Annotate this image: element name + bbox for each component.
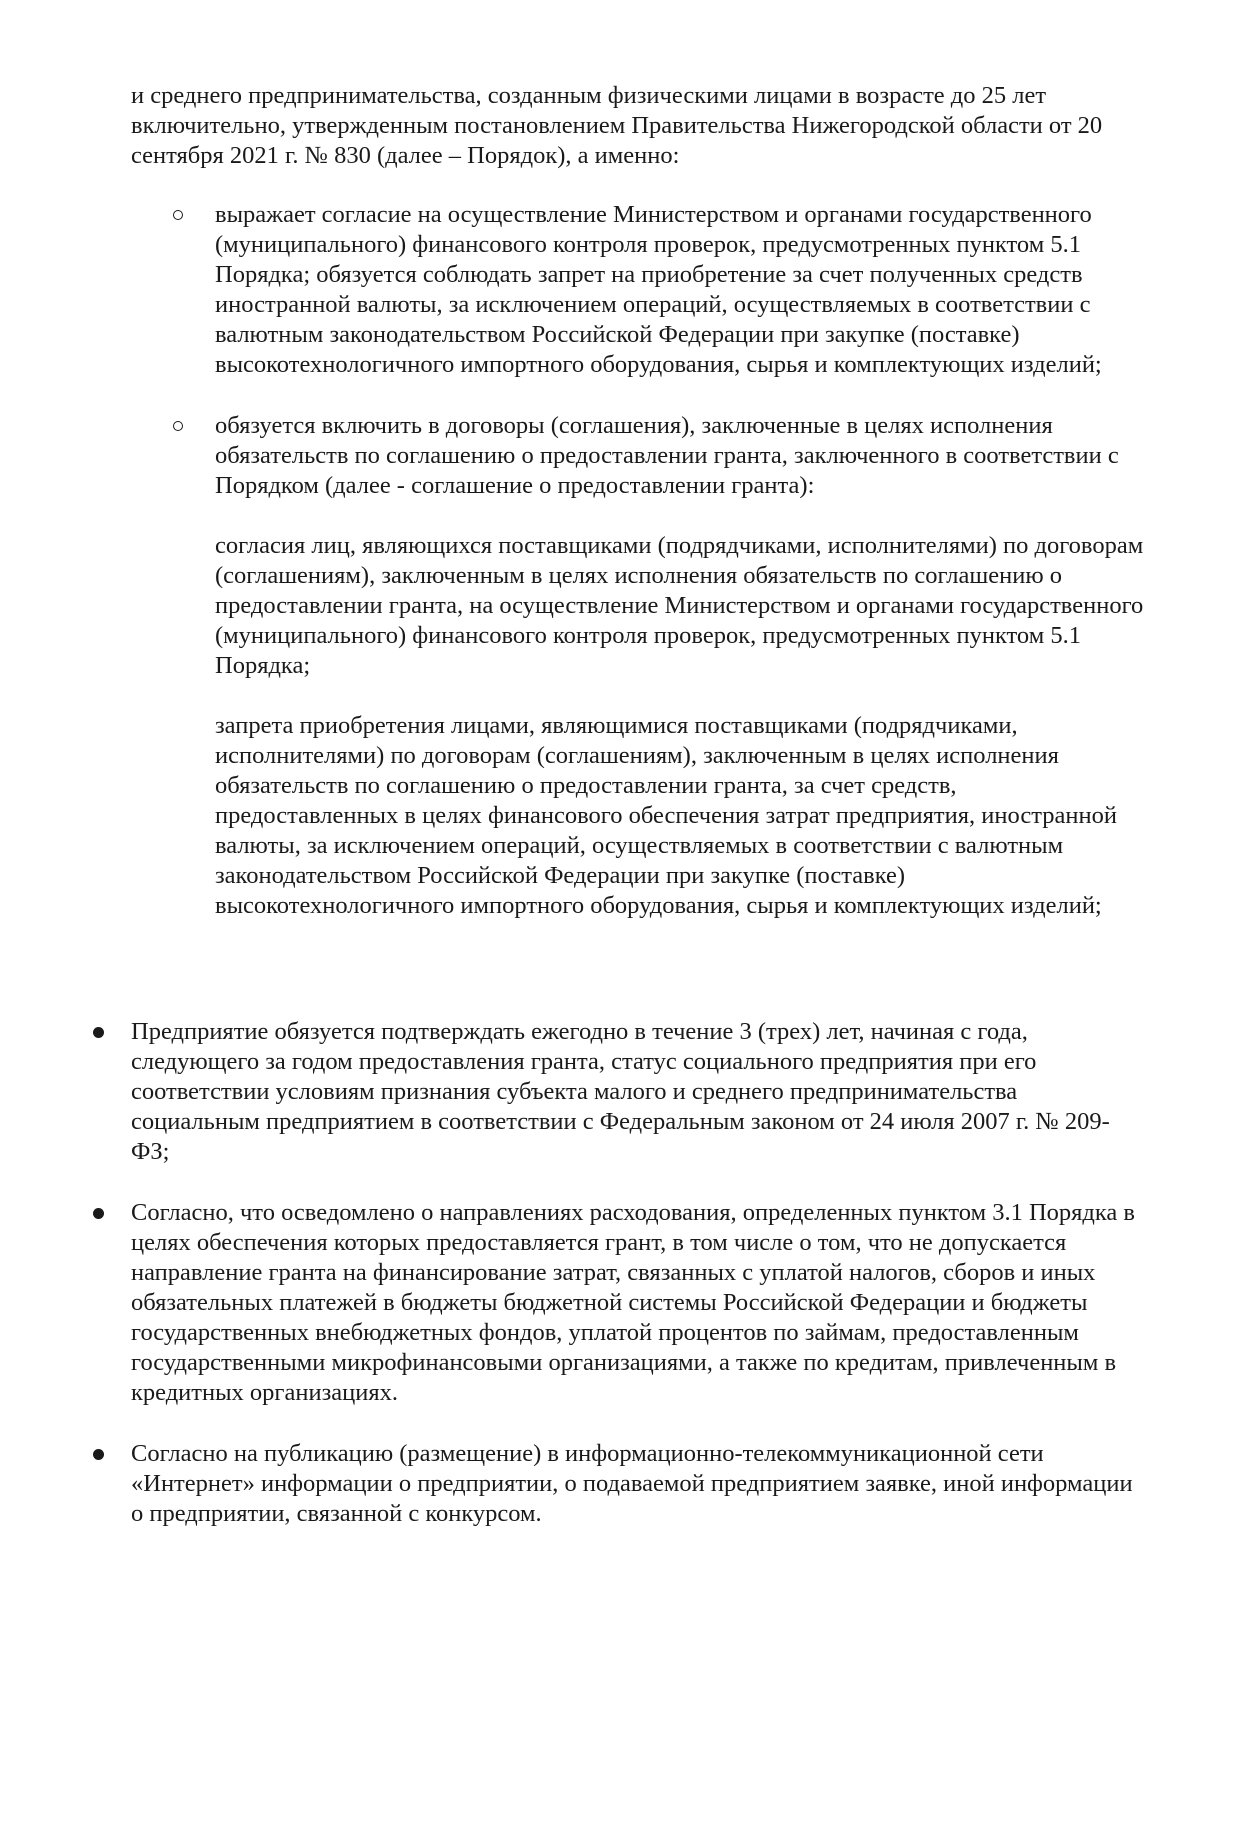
hollow-bullet-icon: [173, 421, 183, 431]
sub-item-paragraph: запрета приобретения лицами, являющимися поставщиками (подрядчиками, исполнителями) по договорам (соглашениям), заключенным в целях исполнения обязательств по соглашению о предоставлении гранта, за счет средств, предоставленных в целях финансового обеспечения затрат предприятия, иностранной валюты, за исключением операций, осуществляемых в соответствии с валютным законодательством Российской Федерации при закупке (поставке) высокотехнологичного импортного оборудования, сырья и комплектующих изделий;: [215, 712, 1117, 919]
main-item-text: Согласно, что осведомлено о направлениях расходования, определенных пунктом 3.1 Порядка в целях обеспечения которых предоставляется грант, в том числе о том, что не допускается направление гранта на финансирование затрат, связанных с уплатой налогов, сборов и иных обязательных платежей в бюджеты бюджетной системы Российской Федерации и бюджеты государственных внебюджетных фондов, уплатой процентов по займам, предоставленным государственными микрофинансовыми организациями, а также по кредитам, привлеченным в кредитных организациях.: [131, 1199, 1135, 1406]
main-list-item: [0, 1198, 1141, 1408]
sub-item-paragraph: согласия лиц, являющихся поставщиками (подрядчиками, исполнителями) по договорам (соглашениям), заключенным в целях исполнения обязательств по соглашению о предоставлении гранта, на осуществление Министерством и органами государственного (муниципального) финансового контроля проверок, предусмотренных пунктом 5.1 Порядка;: [215, 532, 1144, 679]
sub-item-text: обязуется включить в договоры (соглашения), заключенные в целях исполнения обязательств по соглашению о предоставлении гранта, заключенного в соответствии с Порядком (далее - соглашение о предоставлении гранта):: [215, 412, 1119, 499]
main-list-item: [0, 1017, 1141, 1167]
hollow-bullet-icon: [173, 210, 183, 220]
main-item-text: Согласно на публикацию (размещение) в информационно-телекоммуникационной сети «Интернет» информации о предприятии, о подаваемой предприятием заявке, иной информации о предприятии, связанной с конкурсом.: [131, 1440, 1133, 1527]
sub-list: [0, 200, 1260, 921]
bullet-icon: [93, 1208, 104, 1219]
intro-paragraph: и среднего предпринимательства, созданным физическими лицами в возрасте до 25 лет включительно, утвержденным постановлением Правительства Нижегородской области от 20 сентября 2021 г. № 830 (далее – Порядок), а именно:: [131, 82, 1103, 169]
sub-item-text: выражает согласие на осуществление Министерством и органами государственного (муниципального) финансового контроля проверок, предусмотренных пунктом 5.1 Порядка; обязуется соблюдать запрет на приобретение за счет полученных средств иностранной валюты, за исключением операций, осуществляемых в соответствии с валютным законодательством Российской Федерации при закупке (поставке) высокотехнологичного импортного оборудования, сырья и комплектующих изделий;: [215, 201, 1102, 378]
bullet-icon: [93, 1449, 104, 1460]
main-list: [0, 1017, 1260, 1529]
bullet-icon: [93, 1027, 104, 1038]
main-item-text: Предприятие обязуется подтверждать ежегодно в течение 3 (трех) лет, начиная с года, следующего за годом предоставления гранта, статус социального предприятия при его соответствии условиям признания субъекта малого и среднего предпринимательства социальным предприятием в соответствии с Федеральным законом от 24 июля 2007 г. № 209-ФЗ;: [131, 1018, 1110, 1165]
sub-list-item: [0, 411, 1145, 921]
main-list-item: [0, 1439, 1141, 1529]
sub-list-item: [0, 200, 1145, 380]
